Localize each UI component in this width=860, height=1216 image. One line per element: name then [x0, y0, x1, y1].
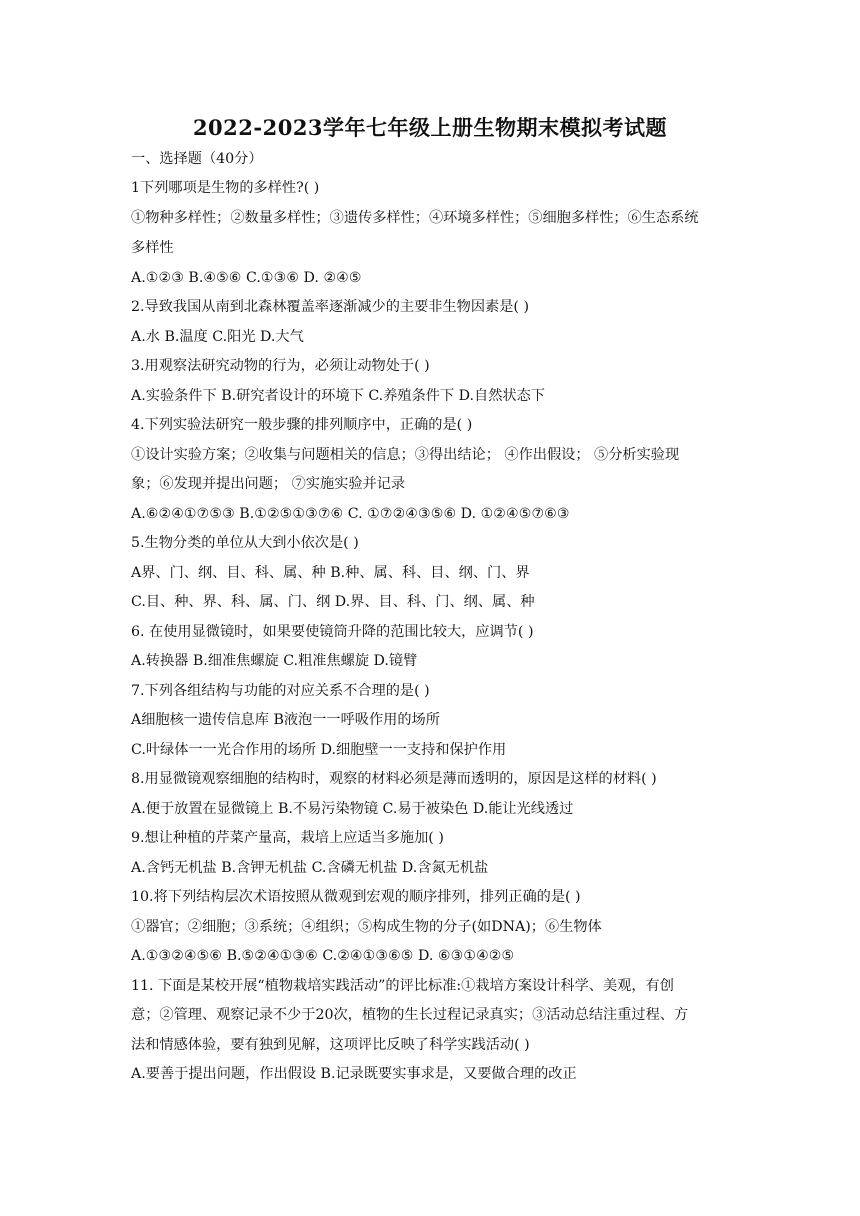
question-11-options-ab: A.要善于提出问题，作出假设 B.记录既要实事求是，又要做合理的改正 — [131, 1066, 577, 1082]
question-6-options: A.转换器 B.细准焦螺旋 C.粗准焦螺旋 D.镜臂 — [131, 653, 418, 669]
question-2-options: A.水 B.温度 C.阳光 D.大气 — [131, 329, 304, 345]
question-4-items-cont: 象；⑥发现并提出问题； ⑦实施实验并记录 — [131, 476, 406, 492]
question-4-items: ①设计实验方案；②收集与问题相关的信息；③得出结论； ④作出假设； ⑤分析实验现 — [131, 447, 680, 463]
question-1-options: A.①②③ B.④⑤⑥ C.①③⑥ D. ②④⑤ — [131, 270, 362, 286]
question-1-items: ①物种多样性；②数量多样性；③遗传多样性；④环境多样性；⑤细胞多样性；⑥生态系统 — [131, 210, 699, 226]
question-5-options-ab: A界、门、纲、目、科、属、种 B.种、属、科、目、纲、门、界 — [131, 565, 530, 581]
question-10-items: ①器官；②细胞；③系统；④组织；⑤构成生物的分子(如DNA)；⑥生物体 — [131, 919, 602, 935]
question-11-cont-2: 法和情感体验，要有独到见解，这项评比反映了科学实践活动( ) — [131, 1037, 530, 1053]
question-9: 9.想让种植的芹菜产量高，栽培上应适当多施加( ) — [131, 830, 444, 846]
question-11-cont-1: 意；②管理、观察记录不少于20次，植物的生长过程记录真实；③活动总结注重过程、方 — [131, 1007, 689, 1023]
question-1-items-cont: 多样性 — [131, 240, 174, 256]
question-2: 2.导致我国从南到北森林覆盖率逐渐减少的主要非生物因素是( ) — [131, 299, 529, 315]
question-7: 7.下列各组结构与功能的对应关系不合理的是( ) — [131, 683, 430, 699]
question-8: 8.用显微镜观察细胞的结构时，观察的材料必须是薄而透明的，原因是这样的材料( ) — [131, 771, 657, 787]
question-3-options: A.实验条件下 B.研究者设计的环境下 C.养殖条件下 D.自然状态下 — [131, 388, 545, 404]
question-4: 4.下列实验法研究一般步骤的排列顺序中，正确的是( ) — [131, 417, 473, 433]
question-7-options-cd: C.叶绿体一一光合作用的场所 D.细胞壁一一支持和保护作用 — [131, 742, 507, 758]
question-1: 1下列哪项是生物的多样性?( ) — [131, 180, 320, 196]
page-title: 2022-2023学年七年级上册生物期末模拟考试题 — [192, 115, 668, 140]
section-heading: 一、选择题（40分） — [131, 151, 263, 167]
question-8-options: A.便于放置在显微镜上 B.不易污染物镜 C.易于被染色 D.能让光线透过 — [131, 801, 574, 817]
question-6: 6. 在使用显微镜时，如果要使镜筒升降的范围比较大，应调节( ) — [131, 624, 534, 640]
question-11: 11. 下面是某校开展“植物栽培实践活动”的评比标准:①栽培方案设计科学、美观，有创 — [131, 978, 674, 994]
question-5: 5.生物分类的单位从大到小依次是( ) — [131, 535, 359, 551]
question-9-options: A.含钙无机盐 B.含钾无机盐 C.含磷无机盐 D.含氮无机盐 — [131, 860, 489, 876]
question-3: 3.用观察法研究动物的行为，必须让动物处于( ) — [131, 358, 430, 374]
question-5-options-cd: C.目、种、界、科、属、门、纲 D.界、目、科、门、纲、属、种 — [131, 594, 535, 610]
question-7-options-ab: A细胞核一遗传信息库 B液泡一一呼吸作用的场所 — [131, 712, 440, 728]
question-10: 10.将下列结构层次术语按照从微观到宏观的顺序排列，排列正确的是( ) — [131, 889, 581, 905]
question-4-options: A.⑥②④①⑦⑤③ B.①②⑤①③⑦⑥ C. ①⑦②④③⑤⑥ D. ①②④⑤⑦⑥③ — [131, 506, 570, 522]
question-10-options: A.①③②④⑤⑥ B.⑤②④①③⑥ C.②④①③⑥⑤ D. ⑥③①④②⑤ — [131, 948, 515, 964]
